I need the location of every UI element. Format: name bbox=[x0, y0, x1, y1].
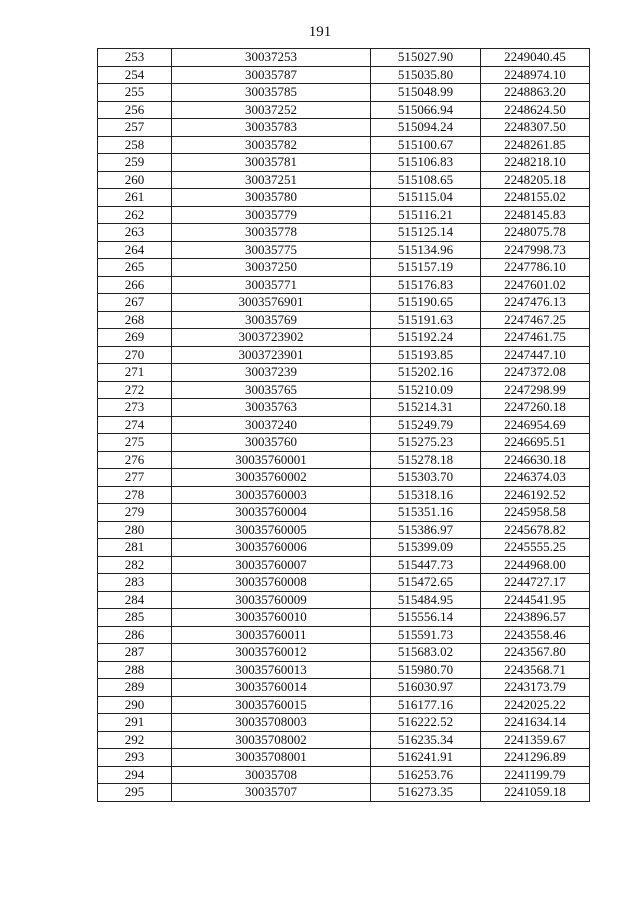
table-row bbox=[98, 766, 590, 784]
point-id-cell: 30035760001 bbox=[172, 451, 371, 469]
table-row bbox=[98, 189, 590, 207]
table-row bbox=[98, 556, 590, 574]
point-id-cell: 30037239 bbox=[172, 364, 371, 382]
x-coordinate-cell: 515399.09 bbox=[371, 539, 481, 557]
row-number-cell: 258 bbox=[98, 136, 172, 154]
table-row bbox=[98, 696, 590, 714]
table-row bbox=[98, 749, 590, 767]
table-row bbox=[98, 329, 590, 347]
x-coordinate-cell: 515303.70 bbox=[371, 469, 481, 487]
x-coordinate-cell: 515176.83 bbox=[371, 276, 481, 294]
y-coordinate-cell: 2248624.50 bbox=[481, 101, 590, 119]
y-coordinate-cell: 2246954.69 bbox=[481, 416, 590, 434]
x-coordinate-cell: 515094.24 bbox=[371, 119, 481, 137]
point-id-cell: 30035760013 bbox=[172, 661, 371, 679]
x-coordinate-cell: 515100.67 bbox=[371, 136, 481, 154]
y-coordinate-cell: 2247467.25 bbox=[481, 311, 590, 329]
point-id-cell: 30035760015 bbox=[172, 696, 371, 714]
y-coordinate-cell: 2243567.80 bbox=[481, 644, 590, 662]
row-number-cell: 261 bbox=[98, 189, 172, 207]
point-id-cell: 30035783 bbox=[172, 119, 371, 137]
x-coordinate-cell: 515472.65 bbox=[371, 574, 481, 592]
point-id-cell: 30035760 bbox=[172, 434, 371, 452]
x-coordinate-cell: 516030.97 bbox=[371, 679, 481, 697]
x-coordinate-cell: 515125.14 bbox=[371, 224, 481, 242]
row-number-cell: 276 bbox=[98, 451, 172, 469]
point-id-cell: 30035760012 bbox=[172, 644, 371, 662]
row-number-cell: 277 bbox=[98, 469, 172, 487]
x-coordinate-cell: 515386.97 bbox=[371, 521, 481, 539]
y-coordinate-cell: 2247786.10 bbox=[481, 259, 590, 277]
table-row bbox=[98, 714, 590, 732]
row-number-cell: 287 bbox=[98, 644, 172, 662]
row-number-cell: 260 bbox=[98, 171, 172, 189]
row-number-cell: 282 bbox=[98, 556, 172, 574]
table-row bbox=[98, 486, 590, 504]
row-number-cell: 281 bbox=[98, 539, 172, 557]
y-coordinate-cell: 2243173.79 bbox=[481, 679, 590, 697]
point-id-cell: 30035760004 bbox=[172, 504, 371, 522]
x-coordinate-cell: 515066.94 bbox=[371, 101, 481, 119]
x-coordinate-cell: 515202.16 bbox=[371, 364, 481, 382]
table-row bbox=[98, 591, 590, 609]
page-number: 191 bbox=[308, 24, 332, 40]
x-coordinate-cell: 515275.23 bbox=[371, 434, 481, 452]
table-row bbox=[98, 101, 590, 119]
y-coordinate-cell: 2248075.78 bbox=[481, 224, 590, 242]
table-row bbox=[98, 206, 590, 224]
y-coordinate-cell: 2247447.10 bbox=[481, 346, 590, 364]
table-row bbox=[98, 661, 590, 679]
table-row bbox=[98, 434, 590, 452]
point-id-cell: 30035781 bbox=[172, 154, 371, 172]
table-row bbox=[98, 451, 590, 469]
y-coordinate-cell: 2244541.95 bbox=[481, 591, 590, 609]
y-coordinate-cell: 2246630.18 bbox=[481, 451, 590, 469]
point-id-cell: 30035708002 bbox=[172, 731, 371, 749]
row-number-cell: 273 bbox=[98, 399, 172, 417]
point-id-cell: 30035771 bbox=[172, 276, 371, 294]
y-coordinate-cell: 2246374.03 bbox=[481, 469, 590, 487]
y-coordinate-cell: 2243568.71 bbox=[481, 661, 590, 679]
x-coordinate-cell: 515447.73 bbox=[371, 556, 481, 574]
table-row bbox=[98, 504, 590, 522]
row-number-cell: 270 bbox=[98, 346, 172, 364]
row-number-cell: 257 bbox=[98, 119, 172, 137]
x-coordinate-cell: 515157.19 bbox=[371, 259, 481, 277]
x-coordinate-cell: 515210.09 bbox=[371, 381, 481, 399]
y-coordinate-cell: 2241296.89 bbox=[481, 749, 590, 767]
row-number-cell: 292 bbox=[98, 731, 172, 749]
y-coordinate-cell: 2243558.46 bbox=[481, 626, 590, 644]
point-id-cell: 30035760011 bbox=[172, 626, 371, 644]
y-coordinate-cell: 2244727.17 bbox=[481, 574, 590, 592]
point-id-cell: 30035760003 bbox=[172, 486, 371, 504]
point-id-cell: 30035769 bbox=[172, 311, 371, 329]
point-id-cell: 30035787 bbox=[172, 66, 371, 84]
y-coordinate-cell: 2245555.25 bbox=[481, 539, 590, 557]
y-coordinate-cell: 2243896.57 bbox=[481, 609, 590, 627]
point-id-cell: 3003576901 bbox=[172, 294, 371, 312]
y-coordinate-cell: 2248205.18 bbox=[481, 171, 590, 189]
x-coordinate-cell: 515027.90 bbox=[371, 49, 481, 67]
point-id-cell: 30035760006 bbox=[172, 539, 371, 557]
point-id-cell: 30035778 bbox=[172, 224, 371, 242]
y-coordinate-cell: 2246695.51 bbox=[481, 434, 590, 452]
table-row bbox=[98, 154, 590, 172]
row-number-cell: 283 bbox=[98, 574, 172, 592]
x-coordinate-cell: 515683.02 bbox=[371, 644, 481, 662]
point-id-cell: 30037250 bbox=[172, 259, 371, 277]
x-coordinate-cell: 515249.79 bbox=[371, 416, 481, 434]
x-coordinate-cell: 515980.70 bbox=[371, 661, 481, 679]
row-number-cell: 253 bbox=[98, 49, 172, 67]
table-row bbox=[98, 364, 590, 382]
y-coordinate-cell: 2241634.14 bbox=[481, 714, 590, 732]
table-row bbox=[98, 469, 590, 487]
row-number-cell: 269 bbox=[98, 329, 172, 347]
coordinates-table bbox=[97, 48, 590, 802]
x-coordinate-cell: 515556.14 bbox=[371, 609, 481, 627]
row-number-cell: 293 bbox=[98, 749, 172, 767]
point-id-cell: 30037240 bbox=[172, 416, 371, 434]
row-number-cell: 274 bbox=[98, 416, 172, 434]
table-row bbox=[98, 539, 590, 557]
x-coordinate-cell: 515116.21 bbox=[371, 206, 481, 224]
point-id-cell: 30035760009 bbox=[172, 591, 371, 609]
y-coordinate-cell: 2245678.82 bbox=[481, 521, 590, 539]
row-number-cell: 271 bbox=[98, 364, 172, 382]
row-number-cell: 291 bbox=[98, 714, 172, 732]
table-row bbox=[98, 609, 590, 627]
x-coordinate-cell: 516222.52 bbox=[371, 714, 481, 732]
x-coordinate-cell: 516253.76 bbox=[371, 766, 481, 784]
x-coordinate-cell: 515108.65 bbox=[371, 171, 481, 189]
row-number-cell: 285 bbox=[98, 609, 172, 627]
y-coordinate-cell: 2241059.18 bbox=[481, 784, 590, 802]
row-number-cell: 266 bbox=[98, 276, 172, 294]
table-row bbox=[98, 416, 590, 434]
row-number-cell: 289 bbox=[98, 679, 172, 697]
table-row bbox=[98, 381, 590, 399]
x-coordinate-cell: 516273.35 bbox=[371, 784, 481, 802]
y-coordinate-cell: 2244968.00 bbox=[481, 556, 590, 574]
row-number-cell: 259 bbox=[98, 154, 172, 172]
point-id-cell: 30035782 bbox=[172, 136, 371, 154]
point-id-cell: 30035707 bbox=[172, 784, 371, 802]
table-row bbox=[98, 84, 590, 102]
point-id-cell: 30035760014 bbox=[172, 679, 371, 697]
point-id-cell: 30035760002 bbox=[172, 469, 371, 487]
table-row bbox=[98, 66, 590, 84]
row-number-cell: 254 bbox=[98, 66, 172, 84]
y-coordinate-cell: 2247998.73 bbox=[481, 241, 590, 259]
y-coordinate-cell: 2242025.22 bbox=[481, 696, 590, 714]
y-coordinate-cell: 2247372.08 bbox=[481, 364, 590, 382]
table-row bbox=[98, 346, 590, 364]
table-row bbox=[98, 259, 590, 277]
x-coordinate-cell: 515278.18 bbox=[371, 451, 481, 469]
table-row bbox=[98, 136, 590, 154]
y-coordinate-cell: 2247260.18 bbox=[481, 399, 590, 417]
point-id-cell: 30035708 bbox=[172, 766, 371, 784]
x-coordinate-cell: 515484.95 bbox=[371, 591, 481, 609]
row-number-cell: 286 bbox=[98, 626, 172, 644]
y-coordinate-cell: 2245958.58 bbox=[481, 504, 590, 522]
row-number-cell: 278 bbox=[98, 486, 172, 504]
point-id-cell: 30035760005 bbox=[172, 521, 371, 539]
x-coordinate-cell: 515035.80 bbox=[371, 66, 481, 84]
table-body bbox=[98, 49, 590, 802]
table-row bbox=[98, 171, 590, 189]
row-number-cell: 295 bbox=[98, 784, 172, 802]
y-coordinate-cell: 2241199.79 bbox=[481, 766, 590, 784]
x-coordinate-cell: 515192.24 bbox=[371, 329, 481, 347]
table-row bbox=[98, 49, 590, 67]
row-number-cell: 280 bbox=[98, 521, 172, 539]
x-coordinate-cell: 515193.85 bbox=[371, 346, 481, 364]
point-id-cell: 30035760010 bbox=[172, 609, 371, 627]
y-coordinate-cell: 2246192.52 bbox=[481, 486, 590, 504]
table-row bbox=[98, 574, 590, 592]
row-number-cell: 267 bbox=[98, 294, 172, 312]
row-number-cell: 275 bbox=[98, 434, 172, 452]
x-coordinate-cell: 515191.63 bbox=[371, 311, 481, 329]
point-id-cell: 30035760008 bbox=[172, 574, 371, 592]
table-row bbox=[98, 626, 590, 644]
table-row bbox=[98, 294, 590, 312]
y-coordinate-cell: 2247476.13 bbox=[481, 294, 590, 312]
y-coordinate-cell: 2248155.02 bbox=[481, 189, 590, 207]
y-coordinate-cell: 2248307.50 bbox=[481, 119, 590, 137]
point-id-cell: 30037253 bbox=[172, 49, 371, 67]
y-coordinate-cell: 2249040.45 bbox=[481, 49, 590, 67]
x-coordinate-cell: 515115.04 bbox=[371, 189, 481, 207]
row-number-cell: 264 bbox=[98, 241, 172, 259]
x-coordinate-cell: 515190.65 bbox=[371, 294, 481, 312]
row-number-cell: 284 bbox=[98, 591, 172, 609]
y-coordinate-cell: 2247298.99 bbox=[481, 381, 590, 399]
table-row bbox=[98, 241, 590, 259]
table-row bbox=[98, 276, 590, 294]
x-coordinate-cell: 515591.73 bbox=[371, 626, 481, 644]
table-row bbox=[98, 119, 590, 137]
row-number-cell: 263 bbox=[98, 224, 172, 242]
x-coordinate-cell: 516241.91 bbox=[371, 749, 481, 767]
table-row bbox=[98, 521, 590, 539]
y-coordinate-cell: 2241359.67 bbox=[481, 731, 590, 749]
x-coordinate-cell: 516235.34 bbox=[371, 731, 481, 749]
point-id-cell: 30035760007 bbox=[172, 556, 371, 574]
point-id-cell: 30037252 bbox=[172, 101, 371, 119]
table-row bbox=[98, 224, 590, 242]
x-coordinate-cell: 515106.83 bbox=[371, 154, 481, 172]
row-number-cell: 255 bbox=[98, 84, 172, 102]
row-number-cell: 288 bbox=[98, 661, 172, 679]
row-number-cell: 268 bbox=[98, 311, 172, 329]
point-id-cell: 30035765 bbox=[172, 381, 371, 399]
y-coordinate-cell: 2248218.10 bbox=[481, 154, 590, 172]
point-id-cell: 30035779 bbox=[172, 206, 371, 224]
point-id-cell: 30035780 bbox=[172, 189, 371, 207]
x-coordinate-cell: 515048.99 bbox=[371, 84, 481, 102]
point-id-cell: 3003723901 bbox=[172, 346, 371, 364]
row-number-cell: 265 bbox=[98, 259, 172, 277]
x-coordinate-cell: 515318.16 bbox=[371, 486, 481, 504]
point-id-cell: 3003723902 bbox=[172, 329, 371, 347]
y-coordinate-cell: 2248261.85 bbox=[481, 136, 590, 154]
row-number-cell: 256 bbox=[98, 101, 172, 119]
y-coordinate-cell: 2248974.10 bbox=[481, 66, 590, 84]
x-coordinate-cell: 515351.16 bbox=[371, 504, 481, 522]
table-row bbox=[98, 731, 590, 749]
row-number-cell: 294 bbox=[98, 766, 172, 784]
x-coordinate-cell: 515134.96 bbox=[371, 241, 481, 259]
table-row bbox=[98, 784, 590, 802]
point-id-cell: 30035708001 bbox=[172, 749, 371, 767]
y-coordinate-cell: 2247601.02 bbox=[481, 276, 590, 294]
point-id-cell: 30035763 bbox=[172, 399, 371, 417]
point-id-cell: 30035708003 bbox=[172, 714, 371, 732]
point-id-cell: 30035775 bbox=[172, 241, 371, 259]
table-row bbox=[98, 399, 590, 417]
point-id-cell: 30035785 bbox=[172, 84, 371, 102]
point-id-cell: 30037251 bbox=[172, 171, 371, 189]
row-number-cell: 290 bbox=[98, 696, 172, 714]
table-row bbox=[98, 644, 590, 662]
row-number-cell: 272 bbox=[98, 381, 172, 399]
x-coordinate-cell: 515214.31 bbox=[371, 399, 481, 417]
table-row bbox=[98, 679, 590, 697]
y-coordinate-cell: 2248145.83 bbox=[481, 206, 590, 224]
y-coordinate-cell: 2247461.75 bbox=[481, 329, 590, 347]
x-coordinate-cell: 516177.16 bbox=[371, 696, 481, 714]
row-number-cell: 262 bbox=[98, 206, 172, 224]
table-row bbox=[98, 311, 590, 329]
row-number-cell: 279 bbox=[98, 504, 172, 522]
y-coordinate-cell: 2248863.20 bbox=[481, 84, 590, 102]
